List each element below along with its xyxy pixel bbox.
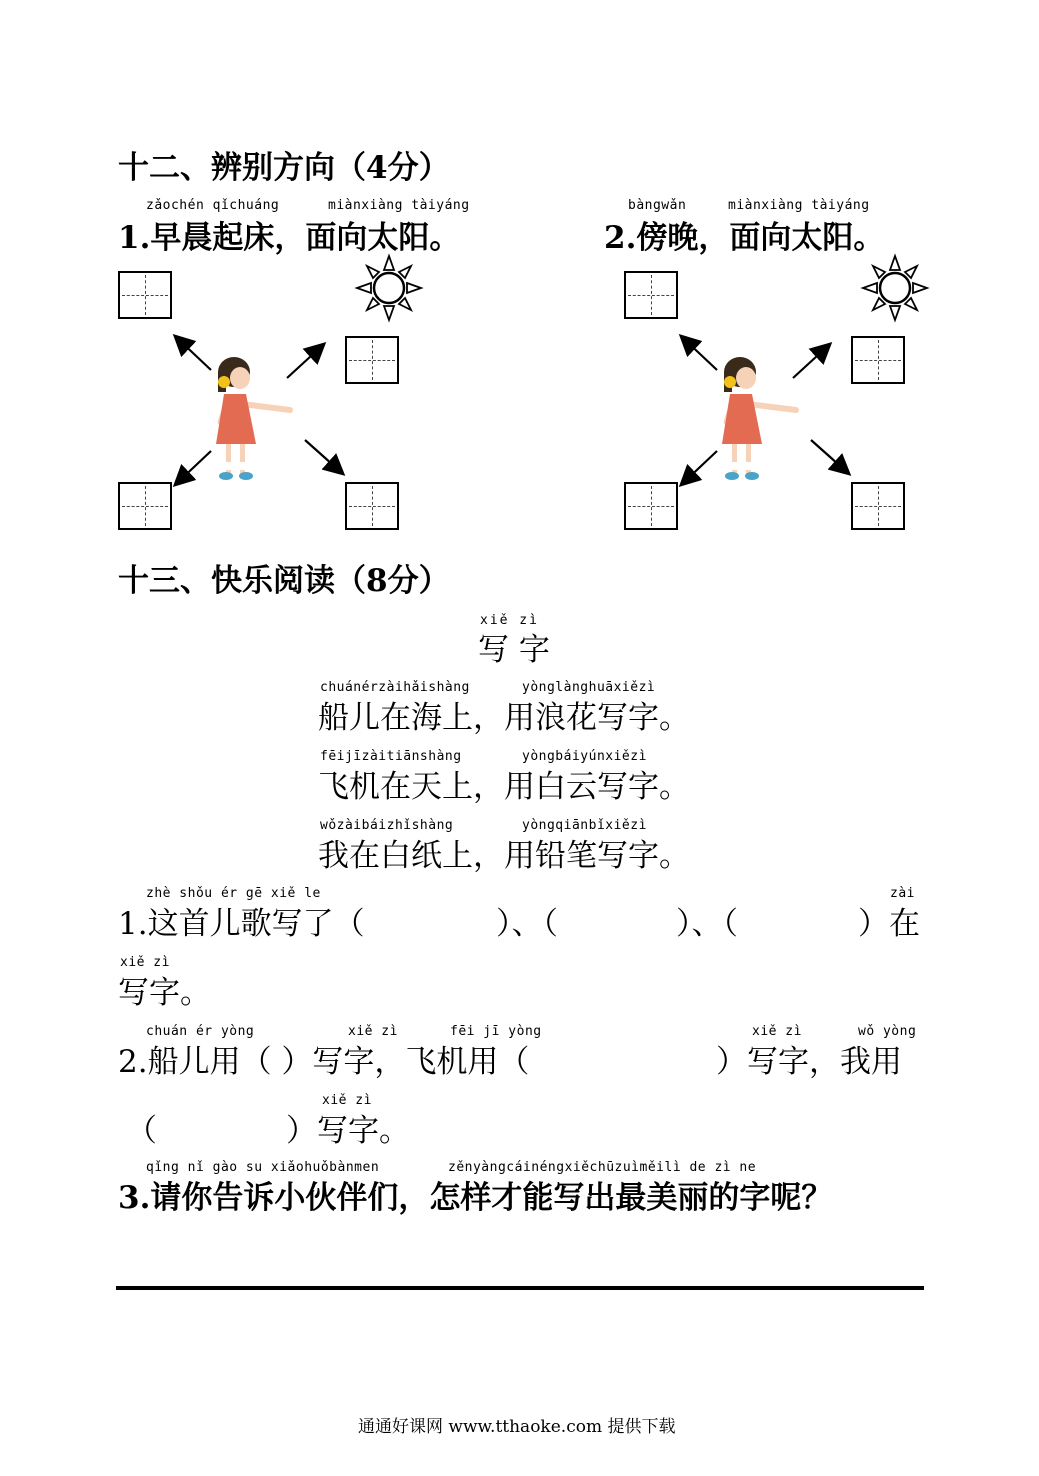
poem-line-1-pinyin-b: yònglànghuāxiězì (522, 680, 656, 695)
q1-text: 1.早晨起床，面向太阳。 (118, 220, 461, 256)
rq1-blank-2-end: ）、（ (676, 906, 738, 942)
rq3-pinyin-a: qǐng nǐ gào su xiǎohuǒbànmen (146, 1160, 380, 1175)
rq1-text-b: 写字。 (118, 975, 211, 1011)
rq2-pinyin-d: xiě zì (752, 1024, 802, 1039)
rq2-text-c: （ (126, 1113, 157, 1149)
section-12-title: 十二、辨别方向（4分） (118, 150, 450, 186)
poem-line-1-pinyin-a: chuánérzàihǎishàng (320, 680, 470, 695)
rq2-pinyin-f: xiě zì (322, 1093, 372, 1108)
rq1-pinyin-b: zài (890, 886, 915, 901)
direction-diagrams (0, 0, 1039, 560)
q1-pinyin-a: zǎochén qǐchuáng (146, 198, 280, 213)
footer-text: 通通好课网 www.tthaoke.com 提供下载 (358, 1417, 676, 1437)
q2-pinyin-b: miànxiàng tàiyáng (728, 198, 870, 213)
rq1-blank-1-end: ）、（ (496, 906, 558, 942)
rq2-pinyin-a: chuán ér yòng (146, 1024, 255, 1039)
rq2-text-a: 2.船儿用（ ）写字，飞机用（ (118, 1044, 530, 1080)
poem-title: 写 字 (478, 632, 550, 668)
rq1-pinyin-c: xiě zì (120, 955, 170, 970)
poem-title-pinyin: xiě zì (480, 613, 539, 628)
bottom-divider (116, 1286, 924, 1290)
poem-line-3: 我在白纸上，用铅笔写字。 (318, 838, 690, 874)
rq1-blank-3-end: ）在 (858, 906, 920, 942)
poem-line-2-pinyin-b: yòngbáiyúnxiězì (522, 749, 647, 764)
poem-line-2-pinyin-a: fēijīzàitiānshàng (320, 749, 462, 764)
q2-text: 2.傍晚，面向太阳。 (604, 220, 885, 256)
rq2-pinyin-c: fēi jī yòng (450, 1024, 542, 1039)
poem-line-3-pinyin-a: wǒzàibáizhǐshàng (320, 818, 454, 833)
q1-pinyin-b: miànxiàng tàiyáng (328, 198, 470, 213)
rq1-pinyin-a: zhè shǒu ér gē xiě le (146, 886, 321, 901)
rq2-pinyin-e: wǒ yòng (858, 1024, 917, 1039)
poem-line-3-pinyin-b: yòngqiānbǐxiězì (522, 818, 647, 833)
poem-line-2: 飞机在天上，用白云写字。 (318, 769, 690, 805)
rq3-text: 3.请你告诉小伙伴们，怎样才能写出最美丽的字呢？ (118, 1180, 833, 1216)
section-13-title: 十三、快乐阅读（8分） (118, 563, 450, 599)
poem-line-1: 船儿在海上，用浪花写字。 (318, 700, 690, 736)
rq2-text-d: ）写字。 (286, 1113, 410, 1149)
q2-pinyin-a: bàngwǎn (628, 198, 687, 213)
rq1-text-a: 1.这首儿歌写了（ (118, 906, 365, 942)
rq2-text-b: ）写字，我用 (716, 1044, 902, 1080)
rq2-pinyin-b: xiě zì (348, 1024, 398, 1039)
rq3-pinyin-b: zěnyàngcáinéngxiěchūzuìměilì de zì ne (448, 1160, 757, 1175)
